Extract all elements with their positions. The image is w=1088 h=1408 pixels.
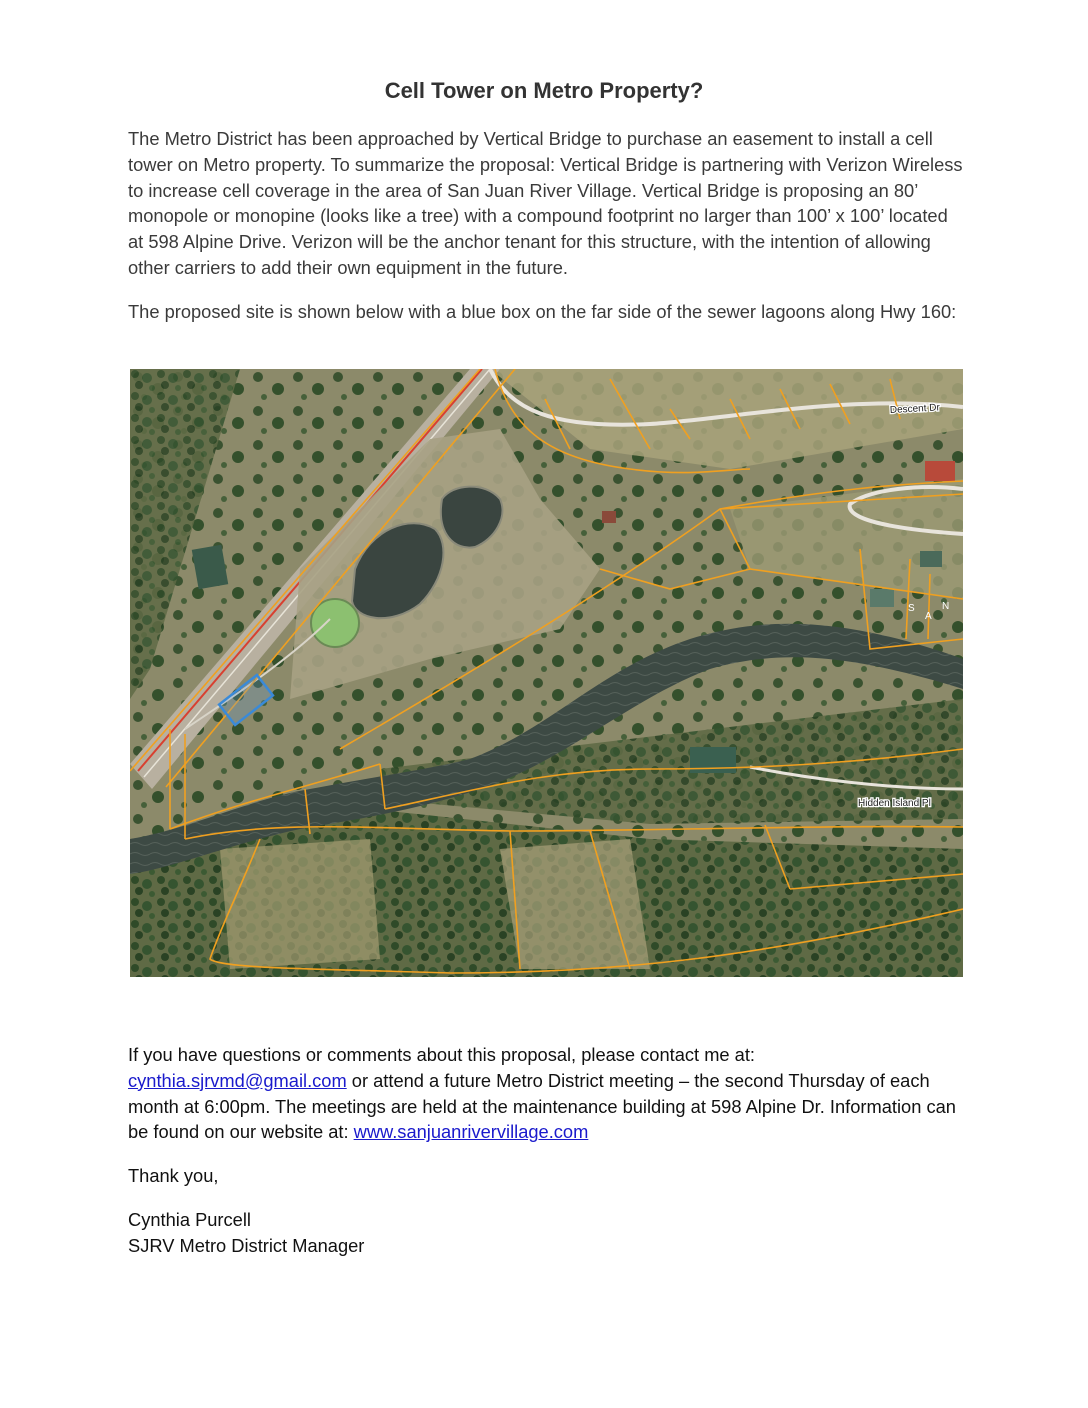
- building: [870, 589, 894, 607]
- contact-details: or attend a future Metro District meeting – the second Thursday of each month at 6:00pm. The meetings are held at the maintenance building at 598 Alpine Dr. Information can be found on our website at:: [128, 1069, 956, 1143]
- signature-role: SJRV Metro District Manager: [128, 1234, 365, 1256]
- intro-paragraph: The Metro District has been approached by Vertical Bridge to purchase an easement to install a cell tower on Metro property. To summarize the proposal: Vertical Bridge is partnering with Verizon Wireless to increase cell coverage in the area of San Juan River Village. Vertical Bridge is proposing an 80’ monopole or monopine (looks like a tree) with a compound footprint no larger than 100’ x 100’ located at 598 Alpine Drive. Verizon will be the anchor tenant for this structure, with the intention of allowing other carriers to add their own equipment in the future.: [128, 128, 963, 278]
- contact-intro: If you have questions or comments about this proposal, please contact me at:: [128, 1044, 755, 1065]
- subdivision-letter: N: [942, 601, 950, 612]
- aerial-map: [130, 369, 963, 977]
- road-label: Hidden Island Pl: [858, 798, 931, 809]
- page-title: Cell Tower on Metro Property?: [384, 78, 704, 103]
- lagoon-green: [311, 599, 359, 647]
- signature-block: [128, 1207, 968, 1259]
- subdivision-letter: S: [908, 603, 915, 614]
- building: [925, 461, 955, 481]
- road-label: Descent Dr: [889, 402, 941, 416]
- building: [920, 551, 942, 567]
- subdivision-letter: A: [925, 611, 932, 622]
- building: [602, 511, 616, 523]
- website-link[interactable]: www.sanjuanrivervillage.com: [353, 1121, 589, 1143]
- signature-name: Cynthia Purcell: [128, 1209, 251, 1230]
- site-paragraph: The proposed site is shown below with a blue box on the far side of the sewer lagoons along Hwy 160:: [128, 301, 957, 322]
- contact-paragraph: [128, 1042, 968, 1145]
- email-link[interactable]: cynthia.sjrvmd@gmail.com: [128, 1069, 347, 1091]
- closing: Thank you,: [128, 1165, 219, 1186]
